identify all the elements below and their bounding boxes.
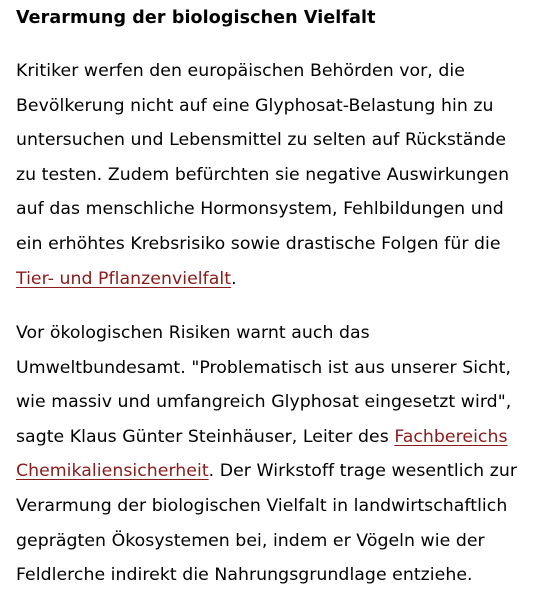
paragraph-line: Bevölkerung nicht auf eine Glyphosat-Belastung hin zu	[16, 95, 494, 116]
link-chemikaliensicherheit[interactable]: Chemikaliensicherheit	[16, 461, 209, 482]
paragraph-line: Umweltbundesamt. "Problematisch ist aus unserer Sicht,	[16, 357, 512, 378]
paragraph-line: Kritiker werfen den europäischen Behörden vor, die	[16, 61, 465, 81]
paragraph-line: auf das menschliche Hormonsystem, Fehlbildungen und	[16, 199, 504, 220]
paragraph-text: . Der Wirkstoff trage wesentlich zur	[208, 461, 518, 482]
paragraph-1	[16, 54, 536, 296]
paragraph-line	[16, 262, 536, 297]
paragraph-line: zu testen. Zudem befürchten sie negative Auswirkungen	[16, 164, 510, 185]
paragraph-line: Feldlerche indirekt die Nahrungsgrundlage entziehe.	[16, 565, 473, 586]
link-tier-und-pflanzenvielfalt[interactable]: Tier- und Pflanzenvielfalt	[16, 268, 232, 289]
paragraph-line: ein erhöhtes Krebsrisiko sowie drastische Folgen für die	[16, 233, 501, 254]
paragraph-text: sagte Klaus Günter Steinhäuser, Leiter des	[16, 426, 395, 447]
paragraph-line: Vor ökologischen Risiken warnt auch das	[16, 323, 370, 343]
paragraph-line	[16, 454, 536, 489]
paragraph-text: .	[231, 268, 237, 289]
section-heading: Verarmung der biologischen Vielfalt	[16, 8, 376, 28]
paragraph-line: wie massiv und umfangreich Glyphosat eingesetzt wird",	[16, 392, 512, 413]
paragraph-line: Verarmung der biologischen Vielfalt in landwirtschaftlich	[16, 495, 508, 516]
paragraph-line: untersuchen und Lebensmittel zu selten auf Rückstände	[16, 130, 507, 151]
paragraph-line: geprägten Ökosystemen bei, indem er Vögeln wie der	[16, 530, 485, 551]
link-fachbereichs[interactable]: Fachbereichs	[394, 426, 508, 447]
paragraph-line	[16, 420, 536, 455]
paragraph-2	[16, 316, 536, 593]
